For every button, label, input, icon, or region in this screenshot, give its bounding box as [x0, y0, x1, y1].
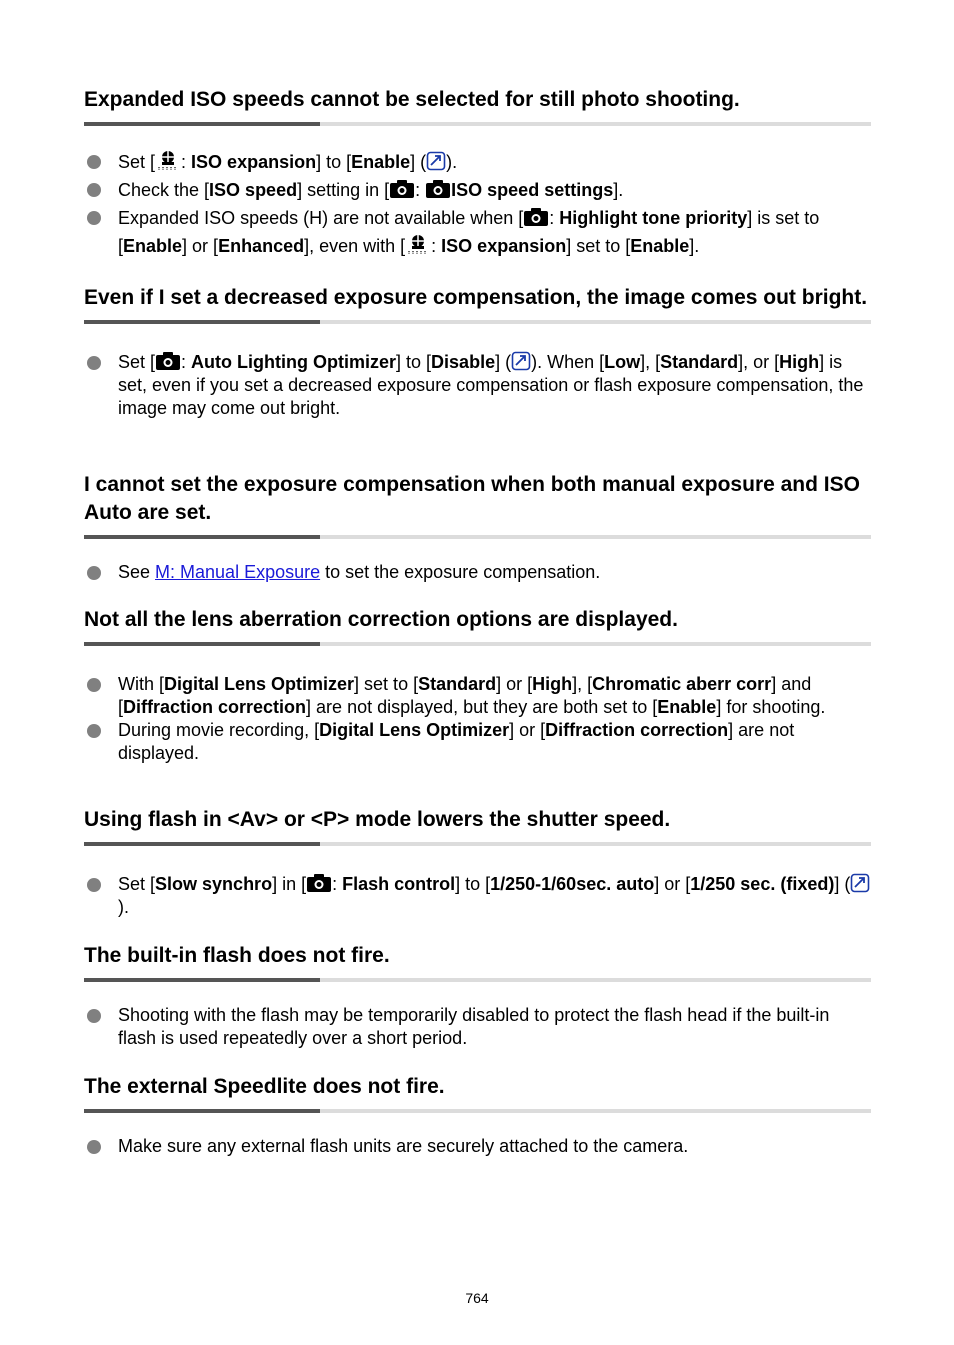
camera-icon: [306, 873, 332, 893]
touch-shortcut-icon[interactable]: [426, 151, 446, 171]
section-divider: [84, 122, 871, 126]
section-flash-shutter: [84, 806, 871, 919]
camera-icon: [425, 179, 451, 199]
list-item: Shooting with the flash may be temporarily disabled to protect the flash head if the built-in flash is used repeatedly over a short period.: [84, 1004, 871, 1050]
section-builtin-flash: [84, 942, 871, 1050]
manual-exposure-link[interactable]: M: Manual Exposure: [155, 562, 321, 582]
section-heading: Even if I set a decreased exposure compensation, the image comes out bright.: [84, 286, 868, 309]
section-divider: [84, 978, 871, 982]
section-exposure-bright: [84, 284, 871, 420]
section-lens-aberration: [84, 606, 871, 765]
section-heading: The external Speedlite does not fire.: [84, 1075, 445, 1098]
touch-shortcut-icon[interactable]: [511, 351, 531, 371]
list-item: With [Digital Lens Optimizer] set to [Standard] or [High], [Chromatic aberr corr] and [Diffraction correction] are not displayed, but they are both set to [Enable] for shooting.: [84, 673, 871, 719]
list-item: Set [ : Auto Lighting Optimizer] to [Disable] ( ). When [Low], [Standard], or [High] is set, even if you set a decreased exposure compensation or flash exposure compensation, the image may come out bright.: [84, 351, 871, 420]
bullet-list: [84, 1135, 871, 1158]
bullet-list: [84, 673, 871, 765]
section-divider: [84, 642, 871, 646]
list-item: Check the [ISO speed] setting in [ : ISO speed settings].: [84, 176, 871, 204]
list-item: Expanded ISO speeds (H) are not available when [ : Highlight tone priority] is set to [Enable] or [Enhanced], even with [ : ISO expansion] set to [Enable].: [84, 204, 871, 260]
touch-shortcut-icon[interactable]: [850, 873, 870, 893]
section-heading: Using flash in <Av> or <P> mode lowers the shutter speed.: [84, 808, 671, 831]
bullet-list: [84, 561, 871, 584]
list-item: Set [Slow synchro] in [ : Flash control] to [1/250-1/60sec. auto] or [1/250 sec. (fixed)] ().: [84, 873, 871, 919]
section-heading: Not all the lens aberration correction options are displayed.: [84, 608, 678, 631]
list-item: During movie recording, [Digital Lens Optimizer] or [Diffraction correction] are not displayed.: [84, 719, 871, 765]
bullet-list: [84, 1004, 871, 1050]
section-divider: [84, 842, 871, 846]
section-heading: I cannot set the exposure compensation when both manual exposure and ISO Auto are set.: [84, 473, 860, 524]
section-heading: The built-in flash does not fire.: [84, 944, 390, 967]
custom-function-icon: [405, 233, 431, 255]
section-iso-expansion: [84, 86, 871, 260]
section-heading: Expanded ISO speeds cannot be selected for still photo shooting.: [84, 88, 740, 111]
custom-function-icon: [155, 149, 181, 171]
bullet-list: [84, 351, 871, 420]
camera-icon: [389, 179, 415, 199]
list-item: Make sure any external flash units are securely attached to the camera.: [84, 1135, 871, 1158]
section-divider: [84, 1109, 871, 1113]
page-number: 764: [465, 1290, 489, 1306]
section-divider: [84, 535, 871, 539]
section-divider: [84, 320, 871, 324]
bullet-list: [84, 148, 871, 260]
section-manual-iso-auto: [84, 471, 871, 584]
camera-icon: [523, 207, 549, 227]
bullet-list: [84, 873, 871, 919]
camera-icon: [155, 351, 181, 371]
list-item: Set [ : ISO expansion] to [Enable] ( ).: [84, 148, 871, 176]
section-external-speedlite: [84, 1073, 871, 1158]
list-item: See M: Manual Exposure to set the exposure compensation.: [84, 561, 871, 584]
